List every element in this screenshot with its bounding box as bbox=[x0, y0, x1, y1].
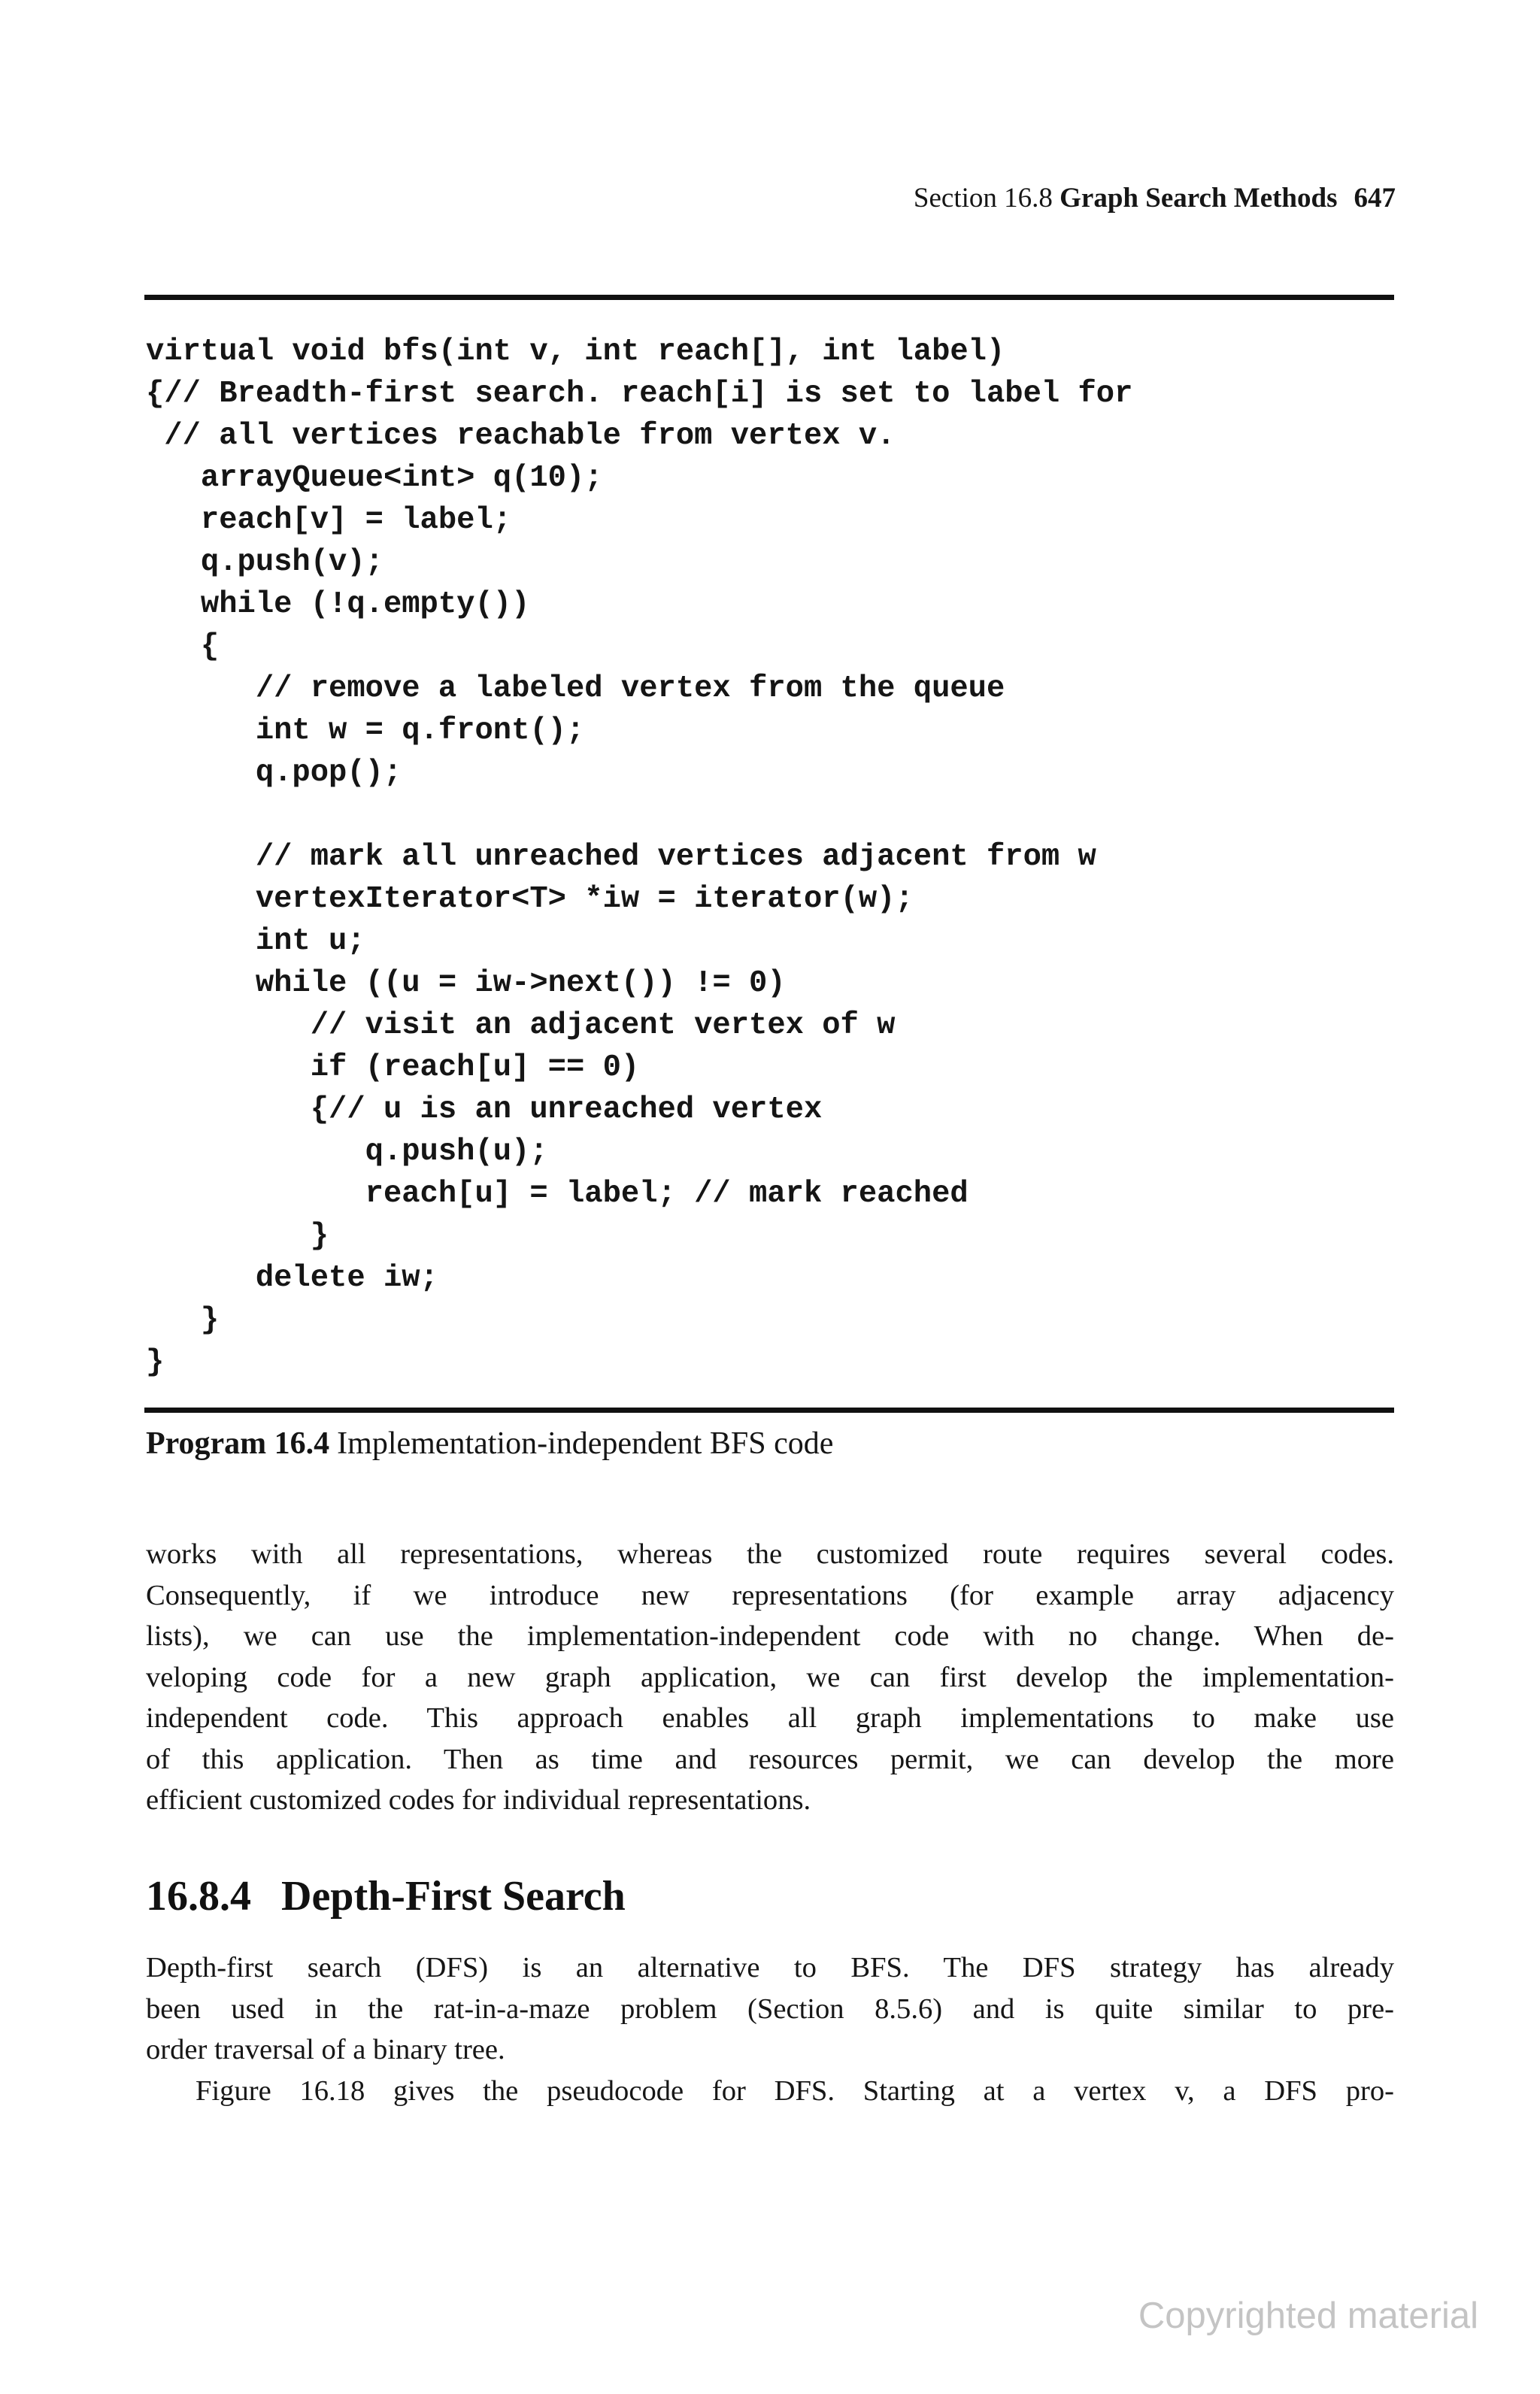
program-code bbox=[146, 331, 1387, 1383]
code-line: // mark all unreached vertices adjacent from w bbox=[146, 840, 1096, 874]
running-head bbox=[914, 182, 1396, 214]
code-line: } bbox=[146, 1303, 220, 1338]
text-line: works with all representations, whereas the customized route requires several codes. bbox=[146, 1538, 1394, 1570]
code-line: vertexIterator<T> *iw = iterator(w); bbox=[146, 882, 914, 917]
text-line: Consequently, if we introduce new representations (for example array adjacency bbox=[146, 1579, 1394, 1611]
code-line: if (reach[u] == 0) bbox=[146, 1050, 640, 1085]
code-line: int w = q.front(); bbox=[146, 714, 585, 748]
body-paragraph bbox=[146, 1534, 1394, 1821]
code-line: } bbox=[146, 1219, 329, 1253]
code-line: int u; bbox=[146, 924, 365, 959]
program-top-rule bbox=[144, 295, 1394, 300]
code-line: reach[u] = label; // mark reached bbox=[146, 1177, 969, 1211]
code-line: {// Breadth-first search. reach[i] is set to label for bbox=[146, 377, 1133, 411]
code-line: while (!q.empty()) bbox=[146, 587, 530, 622]
text-line: of this application. Then as time and resources permit, we can develop the more bbox=[146, 1743, 1394, 1775]
text-line: been used in the rat-in-a-maze problem (Section 8.5.6) and is quite similar to pre- bbox=[146, 1992, 1394, 2025]
running-head-section: Section 16.8 bbox=[913, 183, 1060, 214]
code-line: } bbox=[146, 1345, 165, 1380]
code-line: {// u is an unreached vertex bbox=[146, 1092, 823, 1127]
program-caption-text: Implementation-independent BFS code bbox=[337, 1426, 834, 1461]
body-paragraph bbox=[146, 1947, 1394, 2071]
program-caption-label: Program 16.4 bbox=[146, 1426, 330, 1461]
code-line: q.push(u); bbox=[146, 1135, 548, 1169]
code-line: virtual void bfs(int v, int reach[], int label) bbox=[146, 335, 1005, 369]
code-line bbox=[146, 794, 1387, 836]
code-line: reach[v] = label; bbox=[146, 503, 512, 538]
code-line: delete iw; bbox=[146, 1261, 438, 1295]
running-head-section-name: Graph Search Methods bbox=[1060, 183, 1338, 214]
text-line: Depth-first search (DFS) is an alternative to BFS. The DFS strategy has already bbox=[146, 1952, 1394, 1983]
text-line: Figure 16.18 gives the pseudocode for DFS. Starting at a vertex v, a DFS pro- bbox=[196, 2075, 1394, 2107]
page-number: 647 bbox=[1354, 183, 1396, 214]
section-title: Depth-First Search bbox=[281, 1873, 626, 1920]
running-head-title bbox=[914, 183, 1338, 214]
code-line: q.pop(); bbox=[146, 756, 402, 790]
text-line: efficient customized codes for individual representations. bbox=[146, 1784, 811, 1816]
code-line: { bbox=[146, 629, 220, 664]
section-number: 16.8.4 bbox=[146, 1873, 251, 1920]
code-line: // visit an adjacent vertex of w bbox=[146, 1008, 896, 1043]
text-line: independent code. This approach enables all graph implementations to make use bbox=[146, 1702, 1394, 1734]
code-line: arrayQueue<int> q(10); bbox=[146, 461, 603, 495]
code-line: while ((u = iw->next()) != 0) bbox=[146, 966, 786, 1001]
program-bottom-rule bbox=[144, 1408, 1394, 1413]
code-line: // remove a labeled vertex from the queue bbox=[146, 671, 1005, 706]
code-line: q.push(v); bbox=[146, 545, 383, 580]
copyright-watermark: Copyrighted material bbox=[1138, 2296, 1478, 2336]
body-paragraph bbox=[146, 2071, 1394, 2112]
code-line: // all vertices reachable from vertex v. bbox=[146, 419, 896, 453]
text-line: order traversal of a binary tree. bbox=[146, 2034, 505, 2065]
text-line: lists), we can use the implementation-independent code with no change. When de- bbox=[146, 1620, 1394, 1652]
text-line: veloping code for a new graph application, we can first develop the implementation- bbox=[146, 1661, 1394, 1693]
program-caption bbox=[146, 1426, 833, 1462]
section-heading bbox=[146, 1872, 626, 1920]
